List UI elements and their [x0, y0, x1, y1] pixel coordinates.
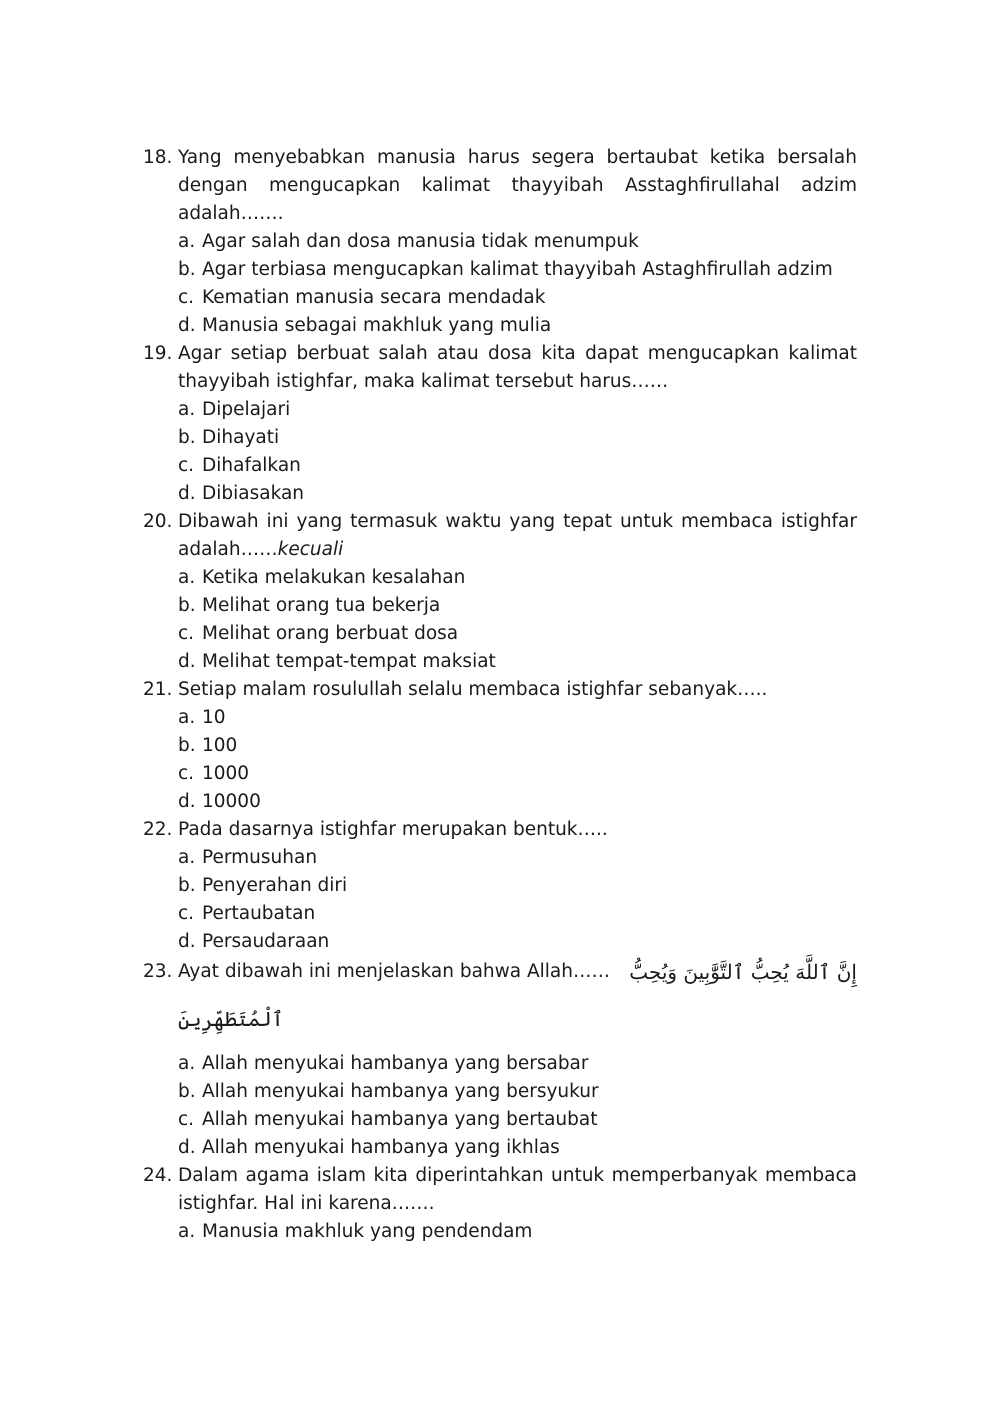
question-text: adalah…… — [178, 539, 278, 560]
question-text: Dalam agama islam kita diperintahkan untuk memperbanyak membaca — [178, 1165, 857, 1186]
option-a: a. Ketika melakukan kesalahan — [178, 567, 466, 588]
option-c: c. 1000 — [178, 763, 250, 784]
question-number: 19. — [143, 343, 173, 364]
question-21 — [143, 676, 857, 816]
question-22 — [143, 816, 857, 956]
option-d: d. Allah menyukai hambanya yang ikhlas — [178, 1137, 560, 1158]
option-c: c. Melihat orang berbuat dosa — [178, 623, 459, 644]
question-text: Agar setiap berbuat salah atau dosa kita dapat mengucapkan kalimat — [178, 343, 857, 364]
question-20 — [143, 508, 857, 676]
option-c: c. Dihafalkan — [178, 455, 301, 476]
question-number: 21. — [143, 679, 173, 700]
question-text: dengan mengucapkan kalimat thayyibah Asstaghfirullahal adzim adalah……. — [178, 175, 857, 224]
option-d: d. Manusia sebagai makhluk yang mulia — [178, 315, 552, 336]
question-23 — [143, 956, 857, 1162]
question-18 — [143, 144, 857, 340]
option-a: a. Allah menyukai hambanya yang bersabar — [178, 1053, 589, 1074]
option-c: c. Kematian manusia secara mendadak — [178, 287, 546, 308]
option-a: a. Manusia makhluk yang pendendam — [178, 1221, 533, 1242]
arabic-verse-part2: ٱلْمُتَطَهِّرِينَ — [178, 1007, 284, 1031]
option-d: d. Persaudaraan — [178, 931, 330, 952]
option-a: a. Permusuhan — [178, 847, 318, 868]
question-19 — [143, 340, 857, 508]
option-a: a. Dipelajari — [178, 399, 291, 420]
question-24 — [143, 1162, 857, 1246]
option-b: b. Agar terbiasa mengucapkan kalimat thayyibah Astaghfirullah adzim — [178, 259, 833, 280]
worksheet-page — [0, 144, 1000, 1246]
option-b: b. 100 — [178, 735, 238, 756]
question-text: Setiap malam rosulullah selalu membaca istighfar sebanyak….. — [178, 679, 768, 700]
option-d: d. Dibiasakan — [178, 483, 305, 504]
question-text: Pada dasarnya istighfar merupakan bentuk….. — [178, 819, 608, 840]
option-c: c. Pertaubatan — [178, 903, 316, 924]
option-b: b. Dihayati — [178, 427, 280, 448]
option-b: b. Melihat orang tua bekerja — [178, 595, 441, 616]
question-text: istighfar. Hal ini karena……. — [178, 1193, 435, 1214]
option-b: b. Penyerahan diri — [178, 875, 348, 896]
option-a: a. 10 — [178, 707, 226, 728]
question-text: thayyibah istighfar, maka kalimat tersebut harus…… — [178, 371, 669, 392]
question-number: 23. — [143, 961, 173, 982]
option-d: d. Melihat tempat-tempat maksiat — [178, 651, 496, 672]
question-number: 22. — [143, 819, 173, 840]
question-text: Yang menyebabkan manusia harus segera bertaubat ketika bersalah — [178, 147, 857, 168]
question-text: Dibawah ini yang termasuk waktu yang tepat untuk membaca istighfar — [178, 511, 857, 532]
question-emphasis: kecuali — [277, 539, 344, 560]
question-number: 20. — [143, 511, 173, 532]
arabic-verse-part1: إِنَّ ٱللَّهَ يُحِبُّ ٱلتَّوَّٰبِينَ وَيُحِبُّ — [629, 960, 857, 984]
option-b: b. Allah menyukai hambanya yang bersyukur — [178, 1081, 599, 1102]
question-text: Ayat dibawah ini menjelaskan bahwa Allah…… — [178, 961, 610, 982]
option-d: d. 10000 — [178, 791, 261, 812]
question-number: 24. — [143, 1165, 173, 1186]
question-number: 18. — [143, 147, 173, 168]
option-a: a. Agar salah dan dosa manusia tidak menumpuk — [178, 231, 639, 252]
option-c: c. Allah menyukai hambanya yang bertaubat — [178, 1109, 598, 1130]
